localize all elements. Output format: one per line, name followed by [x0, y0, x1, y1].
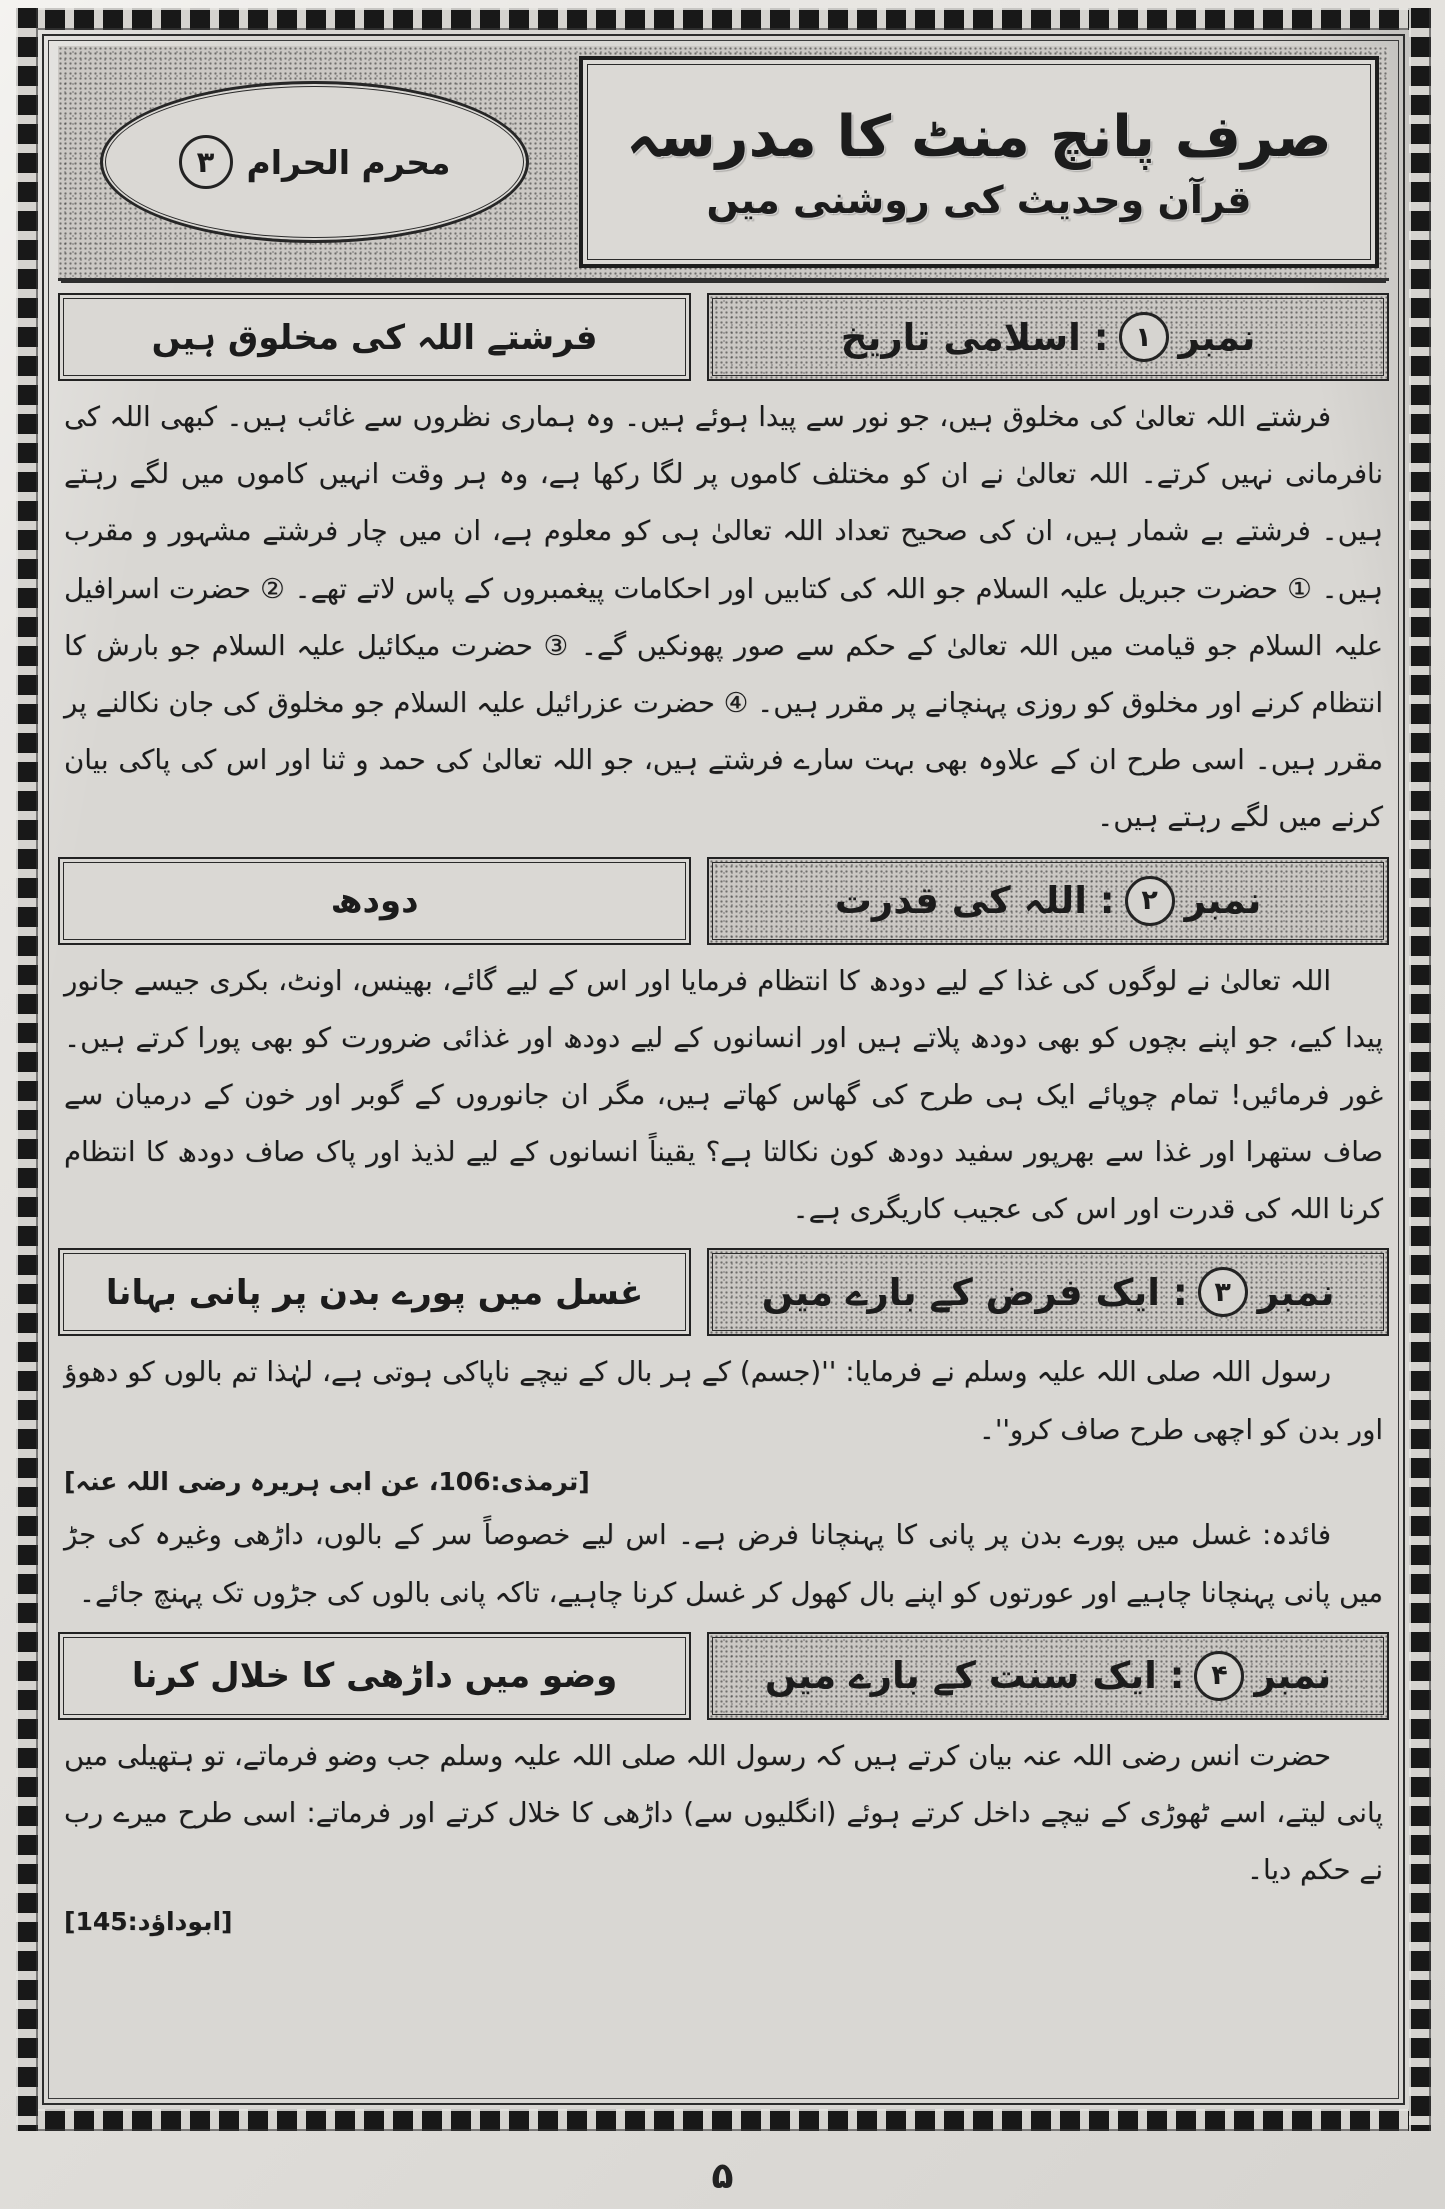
section-3-topic-box: غسل میں پورے بدن پر پانی بہانا — [58, 1248, 691, 1336]
month-badge-box — [68, 56, 561, 268]
section-1-header — [58, 293, 1389, 381]
section-3-category: : ایک فرض کے بارے میں — [761, 1270, 1188, 1314]
section-3-number-label: نمبر — [1257, 1270, 1335, 1314]
section-3-number-circle: ۳ — [1198, 1267, 1248, 1317]
section-2-number-label: نمبر — [1184, 879, 1262, 922]
section-4-number-label: نمبر — [1254, 1654, 1332, 1698]
section-4-number-circle: ۴ — [1194, 1651, 1244, 1701]
section-3-note: فائدہ: غسل میں پورے بدن پر پانی کا پہنچانا فرض ہے۔ اس لیے خصوصاً سر کے بالوں، داڑھی وغیرہ کی جڑ میں پانی پہنچانا چاہیے اور عورتوں کو اپنے بال کھول کر غسل کرنا چاہیے، تاکہ پانی بالوں کی جڑوں تک پہنچ جائے۔ — [64, 1519, 1383, 1609]
chain-border-right — [1409, 8, 1431, 2131]
section-1-category: : اسلامی تاریخ — [840, 315, 1109, 359]
page-header-band — [58, 46, 1389, 281]
section-2-number-circle: ۲ — [1125, 876, 1175, 926]
section-2-header — [58, 857, 1389, 945]
section-3-hadith: رسول اللہ صلی اللہ علیہ وسلم نے فرمایا: ''(جسم) کے ہر بال کے نیچے ناپاکی ہوتی ہے، لہٰذا تم بالوں کو دھوؤ اور بدن کو اچھی طرح صاف کرو''۔ — [64, 1356, 1383, 1446]
section-1-paragraph: فرشتے اللہ تعالیٰ کی مخلوق ہیں، جو نور سے پیدا ہوئے ہیں۔ وہ ہماری نظروں سے غائب ہیں۔ کبھی اللہ کی نافرمانی نہیں کرتے۔ اللہ تعالیٰ نے ان کو مختلف کاموں پر لگا رکھا ہے، وہ ہر وقت انہیں کاموں میں لگے رہتے ہیں۔ فرشتے بے شمار ہیں، ان کی صحیح تعداد اللہ تعالیٰ ہی کو معلوم ہے، ان میں چار فرشتے مشہور و مقرب ہیں۔ ① حضرت جبریل علیہ السلام جو اللہ کی کتابیں اور احکامات پیغمبروں کے پاس لاتے تھے۔ ② حضرت اسرافیل علیہ السلام جو قیامت میں اللہ تعالیٰ کے حکم سے صور پھونکیں گے۔ ③ حضرت میکائیل علیہ السلام جو بارش کا انتظام کرنے اور مخلوق کو روزی پہنچانے پر مقرر ہیں۔ ④ حضرت عزرائیل علیہ السلام جو مخلوق کی جان نکالنے پر مقرر ہیں۔ اسی طرح ان کے علاوہ بھی بہت سارے فرشتے ہیں، جو اللہ تعالیٰ کی حمد و ثنا اور اس کی پاکی بیان کرنے میں لگے رہتے ہیں۔ — [64, 401, 1383, 834]
section-2-body — [64, 953, 1383, 1239]
section-1-number-circle: ۱ — [1119, 312, 1169, 362]
section-4-body — [64, 1728, 1383, 1944]
section-1-number-label: نمبر — [1178, 315, 1256, 359]
page-number: ۵ — [711, 2156, 734, 2197]
book-title-box — [579, 56, 1379, 268]
section-4-header — [58, 1632, 1389, 1720]
book-subtitle: قرآن وحدیث کی روشنی میں — [706, 177, 1252, 222]
section-3-header — [58, 1248, 1389, 1336]
section-2-category: : اللہ کی قدرت — [834, 879, 1115, 922]
section-1-topic-box: فرشتے اللہ کی مخلوق ہیں — [58, 293, 691, 381]
month-number-circle: ۳ — [179, 135, 233, 189]
section-3-reference: [ترمذی:106، عن ابی ہریرہ رضی اللہ عنہ] — [64, 1466, 590, 1496]
chain-border-bottom — [16, 2109, 1431, 2131]
section-4-hadith: حضرت انس رضی اللہ عنہ بیان کرتے ہیں کہ رسول اللہ صلی اللہ علیہ وسلم جب وضو فرماتے، تو ہتھیلی میں پانی لیتے، اسے ٹھوڑی کے نیچے داخل کرتے ہوئے (انگلیوں سے) داڑھی کا خلال کرتے اور فرماتے: اسی طرح میرے رب نے حکم دیا۔ — [64, 1739, 1383, 1887]
page-content — [58, 46, 1389, 2093]
book-page — [16, 8, 1431, 2131]
section-3-body — [64, 1344, 1383, 1621]
month-name: محرم الحرام — [246, 142, 451, 182]
section-3-number-box — [707, 1248, 1389, 1336]
section-2-topic-box: دودھ — [58, 857, 691, 945]
section-4-reference: [ابوداؤد:145] — [64, 1907, 233, 1937]
section-2-paragraph: اللہ تعالیٰ نے لوگوں کی غذا کے لیے دودھ کا انتظام فرمایا اور اس کے لیے گائے، بھینس، اونٹ، بکری جیسے جانور پیدا کیے، جو اپنے بچوں کو بھی دودھ پلاتے ہیں اور انسانوں کے لیے دودھ اور غذائی ضرورت کو بھی پورا کرتے ہیں۔ غور فرمائیں! تمام چوپائے ایک ہی طرح کی گھاس کھاتے ہیں، مگر ان جانوروں کے گوبر اور خون کے درمیان سے صاف ستھرا اور غذا سے بھرپور سفید دودھ کون نکالتا ہے؟ یقیناً انسانوں کے لیے لذیذ اور پاک صاف دودھ کا انتظام کرنا اللہ کی قدرت اور اس کی عجیب کاریگری ہے۔ — [64, 964, 1383, 1226]
section-4-category: : ایک سنت کے بارے میں — [764, 1654, 1185, 1698]
section-4-topic-box: وضو میں داڑھی کا خلال کرنا — [58, 1632, 691, 1720]
month-badge-oval — [100, 81, 530, 244]
section-1-body — [64, 389, 1383, 847]
section-1-number-box — [707, 293, 1389, 381]
section-2-number-box — [707, 857, 1389, 945]
chain-border-top — [16, 8, 1431, 30]
section-4-number-box — [707, 1632, 1389, 1720]
book-title: صرف پانچ منٹ کا مدرسہ — [626, 104, 1332, 171]
chain-border-left — [16, 8, 38, 2131]
